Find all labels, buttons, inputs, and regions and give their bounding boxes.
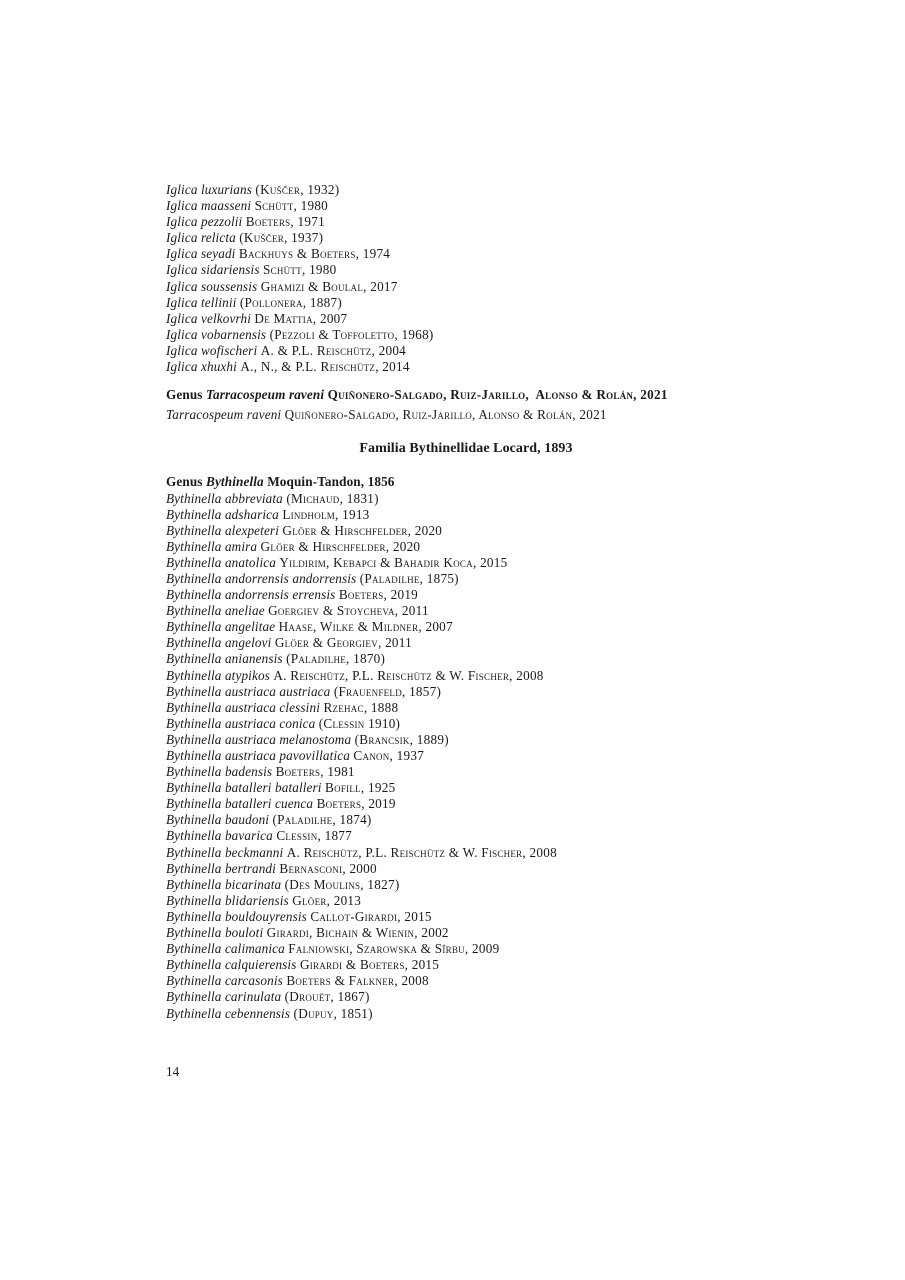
taxon-name: Bythinella bertrandi xyxy=(166,860,280,876)
list-item xyxy=(166,748,766,764)
list-item xyxy=(166,262,766,278)
list-item xyxy=(166,684,766,700)
taxon-author: Schütt, 1980 xyxy=(263,262,337,278)
iglica-species-list xyxy=(166,182,766,375)
taxon-author: (Des Moulins, 1827) xyxy=(284,876,400,892)
taxon-author: Ghamizi & Boulal, 2017 xyxy=(260,278,398,294)
taxon-name: Iglica pezzolii xyxy=(166,214,246,230)
taxon-name: Bythinella baudoni xyxy=(166,812,273,828)
taxon-author: (Paladilhe, 1875) xyxy=(359,570,459,586)
taxon-author: Canon, 1937 xyxy=(353,748,425,763)
spacer xyxy=(166,457,766,474)
list-item xyxy=(166,668,766,684)
list-item xyxy=(166,523,766,539)
taxon-name: Bythinella adsharica xyxy=(166,506,283,522)
list-item xyxy=(166,909,766,925)
bythinella-species-list xyxy=(166,491,766,1022)
taxon-name: Bythinella cebennensis xyxy=(166,1005,294,1021)
taxon-author: Clessin, 1877 xyxy=(276,828,353,844)
taxon-author: (Paladilhe, 1874) xyxy=(272,812,372,828)
taxon-author: (Brancsik, 1889) xyxy=(354,731,449,747)
taxon-name: Bythinella austriaca clessini xyxy=(166,699,324,715)
list-item xyxy=(166,343,766,359)
list-item xyxy=(166,845,766,861)
taxon-author: Callot-Girardi, 2015 xyxy=(310,908,432,924)
genus-label: Genus xyxy=(166,387,207,403)
taxon-name: Iglica tellinii xyxy=(166,294,240,310)
taxon-name: Bythinella carcasonis xyxy=(166,973,287,989)
list-item xyxy=(166,877,766,893)
list-item xyxy=(166,214,766,230)
list-item xyxy=(166,198,766,214)
list-item xyxy=(166,764,766,780)
genus-name: Bythinella xyxy=(206,474,268,490)
taxon-name: Bythinella bouldouyrensis xyxy=(166,908,311,924)
taxon-author: Glöer & Hirschfelder, 2020 xyxy=(282,522,443,538)
genus-label: Genus xyxy=(166,474,207,490)
page-content xyxy=(166,182,766,1022)
taxon-author: Glöer, 2013 xyxy=(292,892,362,908)
list-item xyxy=(166,700,766,716)
taxon-name: Iglica xhuxhi xyxy=(166,359,241,375)
taxon-name: Bythinella abbreviata xyxy=(166,490,287,506)
taxon-name: Bythinella angelitae xyxy=(166,619,279,635)
genus-author: Moquin-Tandon, 1856 xyxy=(267,474,395,490)
taxon-author: Haase, Wilke & Mildner, 2007 xyxy=(278,619,453,635)
taxon-author: Bernasconi, 2000 xyxy=(279,860,377,876)
taxon-name: Iglica velkovrhi xyxy=(166,310,255,326)
taxon-name: Bythinella alexpeteri xyxy=(166,522,283,538)
taxon-author: Schütt, 1980 xyxy=(254,198,329,214)
list-item xyxy=(166,507,766,523)
taxon-author: A. Reischütz, P.L. Reischütz & W. Fischer, 2008 xyxy=(273,667,544,683)
list-item xyxy=(166,327,766,343)
list-item xyxy=(166,635,766,651)
taxon-name: Bythinella batalleri cuenca xyxy=(166,796,317,812)
taxon-author: Bofill, 1925 xyxy=(325,780,396,796)
genus-author: Quiñonero-Salgado, Ruiz-Jarillo, Alonso & Rolán, 2021 xyxy=(327,387,668,403)
taxon-name: Bythinella austriaca melanostoma xyxy=(166,731,355,747)
taxon-name: Tarracospeum raveni xyxy=(166,407,285,423)
list-item xyxy=(166,407,766,423)
familia-heading: Familia Bythinellidae Locard, 1893 xyxy=(359,441,573,457)
taxon-author: Boeters, 2019 xyxy=(316,796,396,812)
taxon-author: Boeters, 2019 xyxy=(338,587,419,603)
genus-heading-bythinella xyxy=(166,474,766,490)
list-item xyxy=(166,539,766,555)
taxon-author: Girardi & Boeters, 2015 xyxy=(299,957,440,973)
taxon-name: Bythinella andorrensis errensis xyxy=(166,587,339,603)
list-item xyxy=(166,828,766,844)
taxon-name: Bythinella austriaca austriaca xyxy=(166,683,334,699)
list-item xyxy=(166,893,766,909)
taxon-author: Boeters & Falkner, 2008 xyxy=(286,973,429,989)
taxon-name: Bythinella anianensis xyxy=(166,651,287,667)
taxon-name: Bythinella anatolica xyxy=(166,554,280,570)
taxon-name: Iglica seyadi xyxy=(166,246,239,262)
list-item xyxy=(166,651,766,667)
taxon-author: Yildirim, Kebapci & Bahadir Koca, 2015 xyxy=(279,554,508,570)
list-item xyxy=(166,359,766,375)
taxon-name: Bythinella amira xyxy=(166,538,261,554)
genus-heading-tarracospeum xyxy=(166,387,766,403)
taxon-name: Bythinella calquierensis xyxy=(166,957,300,973)
taxon-author: De Mattia, 2007 xyxy=(254,310,348,326)
genus-name: Tarracospeum raveni xyxy=(206,387,328,403)
list-item xyxy=(166,182,766,198)
list-item xyxy=(166,796,766,812)
list-item xyxy=(166,311,766,327)
list-item xyxy=(166,957,766,973)
list-item xyxy=(166,812,766,828)
taxon-author: (Pollonera, 1887) xyxy=(239,294,342,310)
taxon-author: (Dupuy, 1851) xyxy=(293,1005,373,1021)
taxon-author: Glöer & Georgiev, 2011 xyxy=(274,635,413,651)
taxon-name: Iglica vobarnensis xyxy=(166,326,270,342)
list-item xyxy=(166,230,766,246)
taxon-author: (Frauenfeld, 1857) xyxy=(333,683,442,699)
taxon-author: A. Reischütz, P.L. Reischütz & W. Fischer, 2008 xyxy=(286,844,557,860)
taxon-name: Iglica maasseni xyxy=(166,198,255,214)
taxon-name: Bythinella blidariensis xyxy=(166,892,293,908)
taxon-author: (Drouët, 1867) xyxy=(284,989,370,1005)
taxon-name: Bythinella badensis xyxy=(166,764,276,780)
taxon-name: Bythinella austriaca pavovillatica xyxy=(166,748,354,763)
list-item xyxy=(166,989,766,1005)
taxon-author: (Kuščer, 1937) xyxy=(239,230,324,246)
taxon-author: (Michaud, 1831) xyxy=(286,490,379,506)
list-item xyxy=(166,587,766,603)
taxon-name: Bythinella aneliae xyxy=(166,603,269,619)
list-item xyxy=(166,780,766,796)
taxon-name: Bythinella bouloti xyxy=(166,925,267,941)
list-item xyxy=(166,941,766,957)
taxon-author: Goergiev & Stoycheva, 2011 xyxy=(268,603,429,619)
taxon-name: Bythinella bavarica xyxy=(166,828,277,844)
taxon-name: Iglica wofischeri xyxy=(166,342,261,358)
taxon-author: (Clessin 1910) xyxy=(318,715,401,731)
taxon-name: Iglica relicta xyxy=(166,230,240,246)
taxon-name: Bythinella carinulata xyxy=(166,989,285,1005)
list-item xyxy=(166,925,766,941)
taxon-name: Bythinella batalleri batalleri xyxy=(166,780,326,796)
taxon-author: A. & P.L. Reischütz, 2004 xyxy=(260,342,407,358)
taxon-name: Bythinella bicarinata xyxy=(166,876,285,892)
taxon-author: Falniowski, Szarowska & Sîrbu, 2009 xyxy=(288,941,500,957)
taxon-author: A., N., & P.L. Reischütz, 2014 xyxy=(240,359,410,375)
taxon-author: Glöer & Hirschfelder, 2020 xyxy=(260,538,421,554)
taxon-author: Girardi, Bichain & Wienin, 2002 xyxy=(266,925,449,941)
taxon-name: Bythinella angelovi xyxy=(166,635,275,651)
taxon-name: Bythinella atypikos xyxy=(166,667,274,683)
list-item xyxy=(166,571,766,587)
spacer xyxy=(166,423,766,441)
taxon-author: Boeters, 1971 xyxy=(245,214,325,230)
spacer xyxy=(166,375,766,387)
list-item xyxy=(166,279,766,295)
taxon-author: (Pezzoli & Toffoletto, 1968) xyxy=(269,326,434,342)
taxon-name: Bythinella calimanica xyxy=(166,941,289,957)
taxon-name: Iglica sidariensis xyxy=(166,262,264,278)
taxon-name: Bythinella beckmanni xyxy=(166,844,287,860)
list-item xyxy=(166,295,766,311)
taxon-name: Bythinella austriaca conica xyxy=(166,715,319,731)
list-item xyxy=(166,732,766,748)
taxon-name: Iglica soussensis xyxy=(166,278,261,294)
list-item xyxy=(166,861,766,877)
list-item xyxy=(166,973,766,989)
taxon-author: Lindholm, 1913 xyxy=(282,506,370,522)
taxon-author: Quiñonero-Salgado, Ruiz-Jarillo, Alonso & Rolán, 2021 xyxy=(284,407,607,423)
taxon-author: Rzehac, 1888 xyxy=(323,699,399,715)
taxon-author: (Paladilhe, 1870) xyxy=(286,651,386,667)
taxon-name: Bythinella andorrensis andorrensis xyxy=(166,570,360,586)
taxon-author: Backhuys & Boeters, 1974 xyxy=(238,246,391,262)
list-item xyxy=(166,491,766,507)
page-number: 14 xyxy=(166,1064,180,1079)
taxon-author: (Kuščer, 1932) xyxy=(255,182,340,197)
taxon-author: Boeters, 1981 xyxy=(275,764,355,780)
list-item xyxy=(166,603,766,619)
taxon-name: Iglica luxurians xyxy=(166,182,256,197)
list-item xyxy=(166,555,766,571)
list-item xyxy=(166,246,766,262)
list-item xyxy=(166,619,766,635)
list-item xyxy=(166,1006,766,1022)
list-item xyxy=(166,716,766,732)
